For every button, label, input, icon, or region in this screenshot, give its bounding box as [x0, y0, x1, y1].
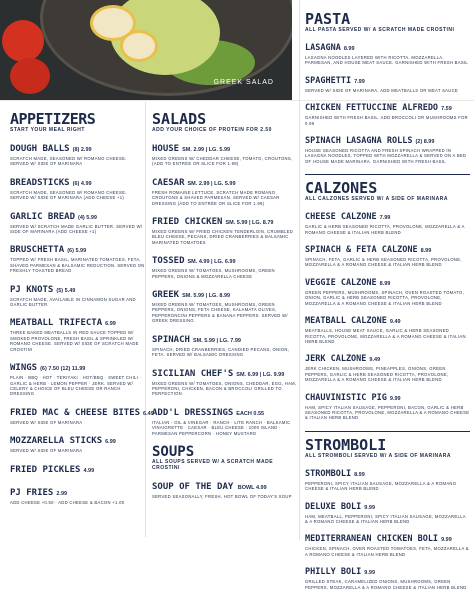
section-title: APPETIZERS [10, 110, 96, 128]
item-description: GREEN PEPPERS, MUSHROOMS, SPINACH, OVEN ROASTED TOMATO, ONION, GARLIC & HERB SEASONED RICOTTA, PROVOLONE, MOZZARELLA & A ROMANO CHEESE & ITALIAN HERB BLEND [305, 289, 465, 306]
section-subtitle: ADD YOUR CHOICE OF PROTEIN FOR 2.50 [152, 127, 272, 133]
item-name: SPAGHETTI [305, 75, 352, 86]
menu-item [152, 284, 298, 324]
section-title: CALZONES [305, 179, 378, 198]
section-subtitle: ALL STROMBOLI SERVED W/ A SIDE OF MARINARA [305, 452, 452, 459]
item-name: SICILIAN CHEF'S [152, 368, 234, 379]
item-name: JERK CALZONE [305, 354, 367, 365]
menu-item [152, 172, 298, 206]
item-name: MEATBALL TRIFECTA [10, 318, 103, 329]
item-description: MIXED GREENS W/ FRIED CHICKEN TENDERLOIN, CRUMBLED BLEU CHEESE, PECANS, DRIED CRANBERRIES & BALSAMIC MARINATED TOMATOES [152, 229, 294, 245]
item-price: (8) 2.99 [72, 147, 92, 153]
item-description: PEPPERONI, SPICY ITALIAN SAUSAGE, MOZZARELLA & A ROMANO CHEESE & ITALIAN HERB BLEND [305, 480, 457, 492]
item-name: WINGS [10, 363, 38, 374]
item-price: EACH 0.55 [236, 410, 265, 417]
menu-item [305, 37, 470, 66]
item-name: SPINACH [152, 334, 190, 345]
item-name: MEDITERRANEAN CHICKEN BOLI [305, 534, 439, 545]
salads-section [148, 102, 298, 499]
section-subtitle: ALL CALZONES SERVED W/ A SIDE OF MARINARA [305, 196, 449, 203]
item-description: MIXED GREENS W/ TOMATOES, MUSHROOMS, GREEN PEPPERS, ONIONS & MOZZARELLA CHEESE [152, 268, 275, 279]
item-description: HAM, SPICY ITALIAN SAUSAGE, PEPPERONI, BACON, GARLIC & HERB SEASONED RICOTTA, PROVOLONE, MOZZARELLA & A ROMANO CHEESE & ITALIAN HERB BLEND [305, 404, 470, 421]
menu-item [305, 348, 470, 382]
item-price: 8.99 [343, 46, 355, 52]
item-name: PJ KNOTS [10, 284, 54, 295]
section-title: STROMBOLI [305, 435, 387, 454]
soups-section [152, 444, 298, 499]
menu-item [305, 70, 470, 93]
item-price: 8.99 [379, 280, 391, 287]
item-description: MIXED GREENS W/ CHEDDAR CHEESE, TOMATO, CROUTONS, (ADD TO ENTRÉE OR SLICE FOR 1.99) [152, 156, 293, 167]
item-name: VEGGIE CALZONE [305, 277, 377, 288]
right-column [305, 10, 470, 590]
menu-item [10, 482, 145, 505]
item-name: FRIED MAC & CHEESE BITES [10, 407, 141, 418]
item-name: CHICKEN FETTUCCINE ALFREDO [305, 103, 439, 114]
section-title: SALADS [152, 110, 207, 128]
item-price: (6) 7.50 (12) 11.99 [40, 366, 86, 373]
item-name: LASAGNA [305, 43, 341, 53]
menu-item [10, 279, 145, 308]
item-description: GARLIC & HERB SEASONED RICOTTA, PROVOLONE, MOZZARELLA & A ROMANO CHEESE & ITALIAN HERB BLEND [305, 224, 465, 235]
menu-item [305, 97, 470, 126]
stromboli-section [305, 431, 470, 590]
menu-item [152, 363, 298, 397]
item-description: GRILLED STEAK, CARAMELIZED ONIONS, MUSHROOMS, GREEN PEPPERS, MOZZARELLA & A ROMANO CHEESE & ITALIAN HERB BLEND [305, 579, 467, 590]
menu-item [10, 357, 145, 397]
item-price: SM. 4.99 | LG. 6.99 [187, 259, 236, 266]
column-divider [299, 0, 300, 540]
item-name: GREEK [152, 290, 180, 301]
item-price: 4.99 [83, 467, 95, 474]
tomato-slice [2, 20, 44, 62]
menu-list [152, 138, 298, 436]
item-price: SM. 5.99 | LG. 8.99 [182, 293, 231, 300]
item-name: HOUSE [152, 144, 180, 154]
item-price: (6) 5.99 [67, 248, 87, 255]
item-price: SM. 6.99 | LG. 9.99 [236, 371, 285, 378]
item-price: 9.49 [369, 357, 381, 364]
item-name: ADD'L DRESSINGS [152, 407, 234, 418]
item-description: SCRATCH MADE, SEASONED W/ ROMANO CHEESE. SERVED W/ SIDE OF MARINARA (ADD CHEESE +1) [10, 189, 127, 201]
menu-item [305, 463, 470, 492]
item-name: SPINACH LASAGNA ROLLS [305, 136, 413, 147]
item-price: 9.99 [389, 395, 401, 402]
menu-list [305, 37, 470, 164]
item-price: 9.99 [441, 537, 452, 544]
item-name: STROMBOLI [305, 468, 352, 479]
item-description: ADD CHEESE +0.50 · ADD CHEESE & BACON +1.00 [10, 499, 125, 505]
item-name: MOZZARELLA STICKS [10, 436, 103, 447]
menu-item [10, 206, 145, 235]
item-name: PHILLY BOLI [305, 567, 362, 578]
item-price: SM. 5.99 | LG. 7.99 [192, 337, 241, 344]
item-price: 6.99 [105, 321, 116, 328]
item-description: SERVED W/ SIDE OF MARINARA, ADD MEATBALLS OR MEAT SAUCE [305, 87, 459, 93]
menu-item [305, 496, 470, 525]
tomato-slice [10, 58, 50, 94]
item-name: FRIED PICKLES [10, 464, 81, 475]
photo-caption: GREEK SALAD [213, 79, 274, 86]
item-price: 7.99 [379, 215, 391, 222]
item-price: 7.99 [354, 78, 365, 85]
menu-item [305, 272, 470, 306]
item-description: ITALIAN · OIL & VINEGAR · RANCH · LITE RANCH · BALSAMIC VINAIGRETTE · CAESAR · BLEU CHEESE · 1000 ISLAND · PARMESAN PEPPERCORN · HONEY MUSTARD [152, 419, 291, 436]
calzones-section [305, 174, 470, 421]
menu-item [152, 250, 298, 279]
menu-item [305, 310, 470, 344]
item-price: (2) 8.99 [415, 139, 435, 146]
item-description: MIXED GREENS W/ TOMATOES, MUSHROOMS, GREEN PEPPERS, ONIONS, FETA CHEESE, KALAMATA OLIVES, PEPPERONCINI PEPPERS & BANANA PEPPERS. SERVED W/ GREEK DRESSING [152, 302, 288, 324]
item-name: MEATBALL CALZONE [305, 316, 387, 327]
item-price: SM. 2.99 | LG. 5.99 [187, 180, 236, 187]
item-description: SCRATCH MADE, SEASONED W/ ROMANO CHEESE. SERVED W/ SIDE OF MARINARA [10, 156, 127, 167]
item-name: DOUGH BALLS [10, 144, 70, 154]
item-price: (6) 4.99 [72, 180, 92, 187]
pasta-section [305, 10, 470, 164]
menu-item [305, 206, 470, 235]
section-subtitle: ALL SOUPS SERVED W/ A SCRATCH MADE CROSTINI [152, 458, 274, 471]
item-price: 8.99 [354, 471, 365, 478]
menu-item [10, 430, 145, 453]
item-description: THREE BAKED MEATBALLS IN RED SAUCE TOPPED W/ SMOKED PROVOLONE, FRESH BASIL & SPRINKLED W/ ROMANO CHEESE. SERVED W/ SIDE OF SCRATCH MADE CROSTINI [10, 330, 139, 352]
item-name: SPINACH & FETA CALZONE [305, 245, 418, 256]
column-divider [145, 102, 146, 537]
item-price: 9.99 [364, 570, 376, 577]
item-description: SERVED W/ SIDE OF MARINARA [10, 448, 83, 454]
menu-item [305, 130, 470, 164]
item-description: SERVED W/ SIDE OF MARINARA [10, 419, 83, 425]
section-title: PASTA [305, 10, 351, 28]
menu-item [152, 402, 298, 436]
item-price: SM. 5.99 | LG. 8.79 [225, 220, 274, 227]
item-description: TOPPED W/ FRESH BASIL, MARINATED TOMATOES, FETA, SHAVED PARMESAN & BALSAMIC REDUCTION. SERVED ON FRESHLY TOASTED BREAD [10, 257, 145, 274]
item-name: CAESAR [152, 177, 185, 188]
item-name: GARLIC BREAD [10, 211, 76, 222]
menu-item [152, 211, 298, 245]
item-description: SCRATCH MADE, AVAILABLE IN CINNAMON SUGAR AND GARLIC BUTTER. [10, 296, 136, 308]
appetizers-section [0, 102, 154, 505]
menu-item [152, 329, 298, 358]
item-description: MIXED GREENS W/ TOMATOES, ONIONS, CHEDDAR, EGG, HAM, PEPPERONI, CHICKEN, BACON & BROCCOLI GRILLED TO PERFECTION [152, 380, 297, 397]
menu-item [10, 172, 145, 201]
item-name: CHEESE CALZONE [305, 212, 377, 223]
menu-item [152, 138, 298, 167]
item-description: HAM, MEATBALL, PEPPERONI, SPICY ITALIAN SAUSAGE, MOZZARELLA & A ROMANO CHEESE & ITALIAN HERB BLEND [305, 513, 466, 524]
item-price: (4) 5.99 [78, 214, 97, 221]
item-description: FRESH ROMAINE LETTUCE, SCRATCH MADE ROMANO CROUTONS & SHAVED PARMESAN. SERVED W/ CAESAR DRESSING (ADD TO ENTRÉE OR SLICE FOR 1.99) [152, 189, 280, 206]
item-description: HOUSE SEASONED RICOTTA AND FRESH SPINACH WRAPPED IN LASAGNA NOODLES, TOPPED WITH MOZZARELLA & SERVED ON A BED OF HOUSE MADE MARINARA. GARNISHED WITH FRESH BASIL [305, 148, 467, 164]
item-price: 2.99 [56, 490, 68, 497]
menu-item [10, 312, 145, 352]
menu-item [305, 561, 470, 590]
item-price: SM. 2.99 | LG. 5.99 [182, 147, 231, 153]
item-description: SERVED W/ SCRATCH MADE GARLIC BUTTER. SERVED W/ SIDE OF MARINARA (ADD CHEESE +1) [10, 223, 143, 235]
item-name: CHAUVINISTIC PIG [305, 392, 387, 403]
item-description: CHICKEN, SPINACH, OVEN ROASTED TOMATOES, FETA, MOZZARELLA & A ROMANO CHEESE & ITALIAN HERB BLEND [305, 546, 469, 557]
menu-item [10, 239, 145, 273]
item-price: 9.99 [364, 504, 376, 511]
item-name: FRIED CHICKEN [152, 217, 223, 228]
item-name: BREADSTICKS [10, 177, 70, 188]
item-name: TOSSED [152, 256, 185, 267]
item-price: 6.99 [105, 439, 116, 446]
item-name: PJ FRIES [10, 487, 54, 498]
item-description: SPINACH, DRIED CRANBERRIES, CANDIED PECANS, ONION, FETA. SERVED W/ BALSAMIC DRESSING [152, 346, 290, 358]
item-name: BRUSCHETTA [10, 245, 65, 256]
section-subtitle: ALL PASTA SERVED W/ A SCRATCH MADE CROSTINI [305, 27, 455, 33]
item-description: PLAIN · BBQ · HOT · TERIYAKI · HOT/BBQ · SWEET CHILI · GARLIC & HERB · LEMON PEPPER · JERK. SERVED W/ CELERY & CHOICE OF BLEU CHEESE OR RANCH DRESSING [10, 375, 142, 397]
item-price: 6.49 [143, 410, 154, 417]
menu-item [305, 239, 470, 268]
item-price: (5) 5.49 [56, 287, 76, 294]
item-price: BOWL 4.99 [237, 484, 267, 491]
menu-list [305, 206, 470, 421]
greek-salad-photo [0, 0, 292, 100]
item-price: 7.59 [441, 106, 452, 113]
menu-item [10, 459, 145, 477]
item-price: 9.49 [389, 319, 401, 326]
item-description: SPINACH, FETA, GARLIC & HERB SEASONED RICOTTA, PROVOLONE, MOZZARELLA & A ROMANO CHEESE & ITALIAN HERB BLEND [305, 257, 462, 268]
section-subtitle: START YOUR MEAL RIGHT [10, 127, 85, 133]
menu-item [305, 387, 470, 421]
item-description: JERK CHICKEN, MUSHROOMS, PINEAPPLES, ONIONS, GREEN PEPPERS, GARLIC & HERB SEASONED RICOTTA, PROVOLONE, MOZZARELLA & A ROMANO CHEESE & ITALIAN HERB BLEND [305, 366, 449, 383]
item-description: LASAGNA NOODLES LAYERED WITH RICOTTA, MOZZARELLA, PARMESAN, AND HOUSE MEAT SAUCE. GARNISHED WITH FRESH BASIL [305, 55, 469, 66]
menu-list [10, 138, 154, 505]
item-description: GARNISHED WITH FRESH BASIL. ADD BROCCOLI OR MUSHROOMS FOR 0.99 [305, 115, 468, 126]
section-title: SOUPS [152, 443, 195, 460]
item-description: SERVED SEASONALLY, FRESH, HOT BOWL OF TODAY'S SOUP [152, 493, 292, 499]
banana-pepper-ring [120, 30, 158, 62]
item-name: DELUXE BOLI [305, 501, 362, 512]
item-price: 8.99 [420, 248, 432, 255]
menu-item [10, 402, 154, 425]
menu-list [305, 463, 470, 590]
item-name: SOUP OF THE DAY [152, 481, 234, 492]
menu-item [10, 138, 145, 167]
menu-item [152, 476, 298, 499]
item-description: MEATBALLS, HOUSE MEAT SAUCE, GARLIC & HERB SEASONED RICOTTA, PROVOLONE, MOZZARELLA & A ROMANO CHEESE & ITALIAN HERB BLEND [305, 328, 466, 344]
